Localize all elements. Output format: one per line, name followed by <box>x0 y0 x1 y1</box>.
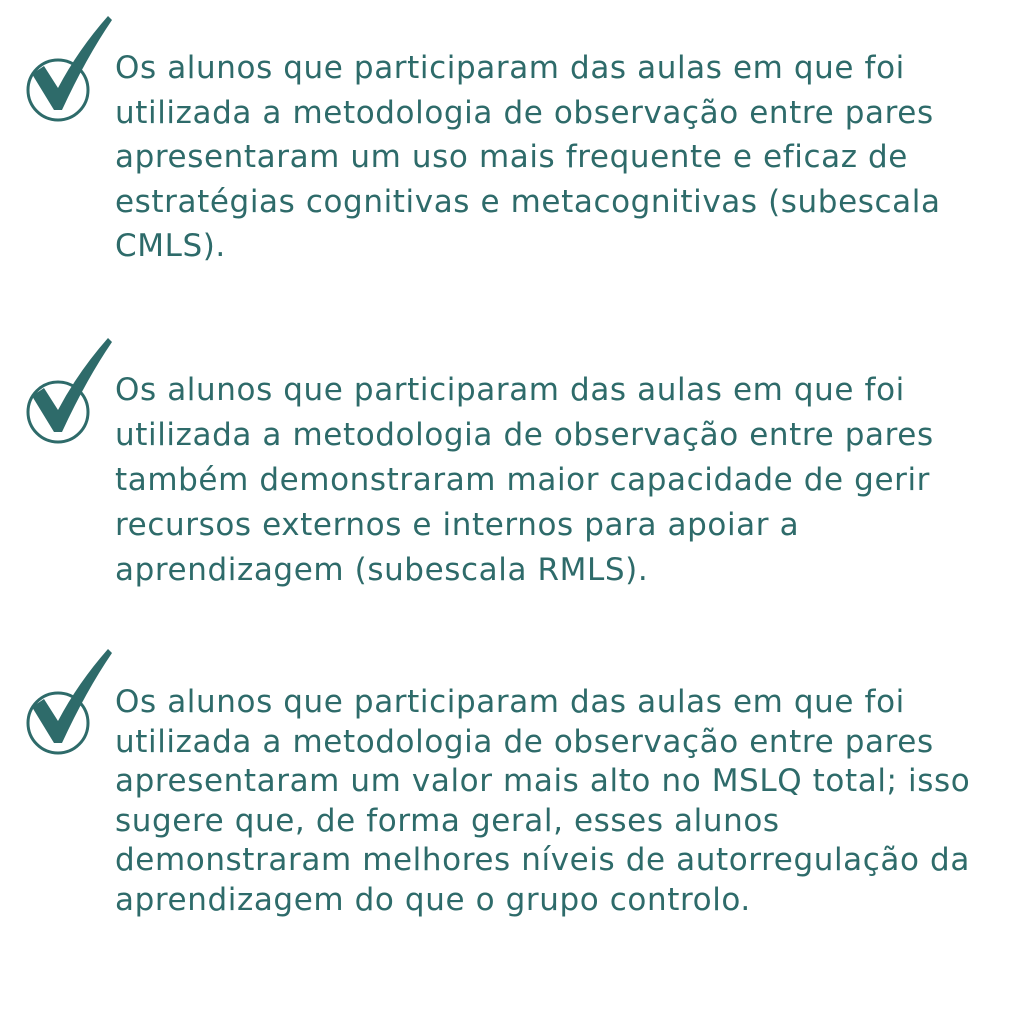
finding-text-1: Os alunos que participaram das aulas em que foi utilizada a metodologia de observação entre pares apresentaram um uso mais frequente e eficaz de estratégias cognitivas e metacognitivas (subescala CMLS). <box>115 50 941 264</box>
check-circle-icon <box>22 14 118 124</box>
check-circle-icon <box>22 647 118 757</box>
finding-text-2: Os alunos que participaram das aulas em que foi utilizada a metodologia de observação entre pares também demonstraram maior capacidade de gerir recursos externos e internos para apoiar a aprendizagem (subescala RMLS). <box>115 372 934 588</box>
finding-text-3: Os alunos que participaram das aulas em que foi utilizada a metodologia de observação entre pares apresentaram um valor mais alto no MSLQ total; isso sugere que, de forma geral, esses alunos demonstraram melhores níveis de autorregulação da aprendizagem do que o grupo controlo. <box>115 684 971 918</box>
check-circle-icon <box>22 336 118 446</box>
